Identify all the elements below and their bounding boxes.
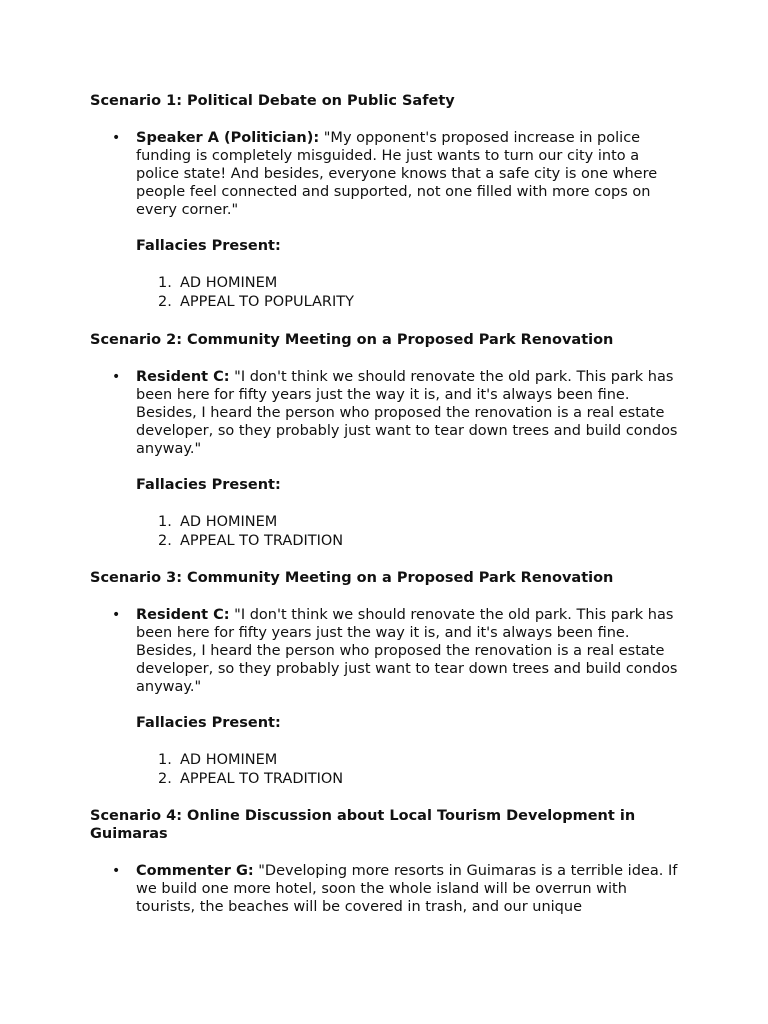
speaker-label: Resident C: [136, 369, 230, 385]
bullet-icon: • [112, 607, 121, 623]
fallacy-list-item [158, 532, 343, 550]
scenario-4-statement [136, 862, 684, 916]
speaker-label: Resident C: [136, 607, 230, 623]
list-number: 1. [158, 275, 172, 291]
fallacy-list-item [158, 513, 277, 531]
list-number: 2. [158, 771, 172, 787]
fallacy-name: APPEAL TO TRADITION [180, 533, 344, 549]
scenario-3-statement [136, 606, 684, 696]
list-number: 1. [158, 514, 172, 530]
fallacy-list-item [158, 770, 343, 788]
fallacy-list-item [158, 293, 354, 311]
scenario-4-heading: Scenario 4: Online Discussion about Local Tourism Development in Guimaras [90, 808, 636, 842]
fallacies-label: Fallacies Present: [136, 238, 281, 254]
scenario-1-heading: Scenario 1: Political Debate on Public Safety [90, 93, 455, 109]
fallacy-list-item [158, 751, 277, 769]
bullet-icon: • [112, 369, 121, 385]
bullet-icon: • [112, 863, 121, 879]
list-number: 2. [158, 294, 172, 310]
statement-quote: "I don't think we should renovate the old park. This park has been here for fifty years just the way it is, and it's always been fine. Besides, I heard the person who proposed the renovation is a real estate developer, so they probably just want to tear down trees and build condos anyway." [136, 607, 678, 695]
statement-quote: "I don't think we should renovate the old park. This park has been here for fifty years just the way it is, and it's always been fine. Besides, I heard the person who proposed the renovation is a real estate developer, so they probably just want to tear down trees and build condos anyway." [136, 369, 678, 457]
scenario-1-statement [136, 129, 684, 219]
fallacy-name: APPEAL TO POPULARITY [180, 294, 354, 310]
list-number: 1. [158, 752, 172, 768]
speaker-label: Speaker A (Politician): [136, 130, 320, 146]
fallacy-name: APPEAL TO TRADITION [180, 771, 344, 787]
statement-quote: "Developing more resorts in Guimaras is a terrible idea. If we build one more hotel, soon the whole island will be overrun with tourists, the beaches will be covered in trash, and our unique [136, 863, 678, 915]
scenario-3-heading: Scenario 3: Community Meeting on a Proposed Park Renovation [90, 570, 614, 586]
speaker-label: Commenter G: [136, 863, 254, 879]
fallacy-name: AD HOMINEM [180, 752, 278, 768]
fallacy-name: AD HOMINEM [180, 275, 278, 291]
list-number: 2. [158, 533, 172, 549]
fallacy-list-item [158, 274, 277, 292]
fallacy-name: AD HOMINEM [180, 514, 278, 530]
scenario-2-heading: Scenario 2: Community Meeting on a Proposed Park Renovation [90, 332, 614, 348]
fallacies-label: Fallacies Present: [136, 715, 281, 731]
scenario-2-statement [136, 368, 684, 458]
fallacies-label: Fallacies Present: [136, 477, 281, 493]
statement-quote: "My opponent's proposed increase in police funding is completely misguided. He just wants to turn our city into a police state! And besides, everyone knows that a safe city is one where people feel connected and supported, not one filled with more cops on every corner." [136, 130, 658, 218]
bullet-icon: • [112, 130, 121, 146]
